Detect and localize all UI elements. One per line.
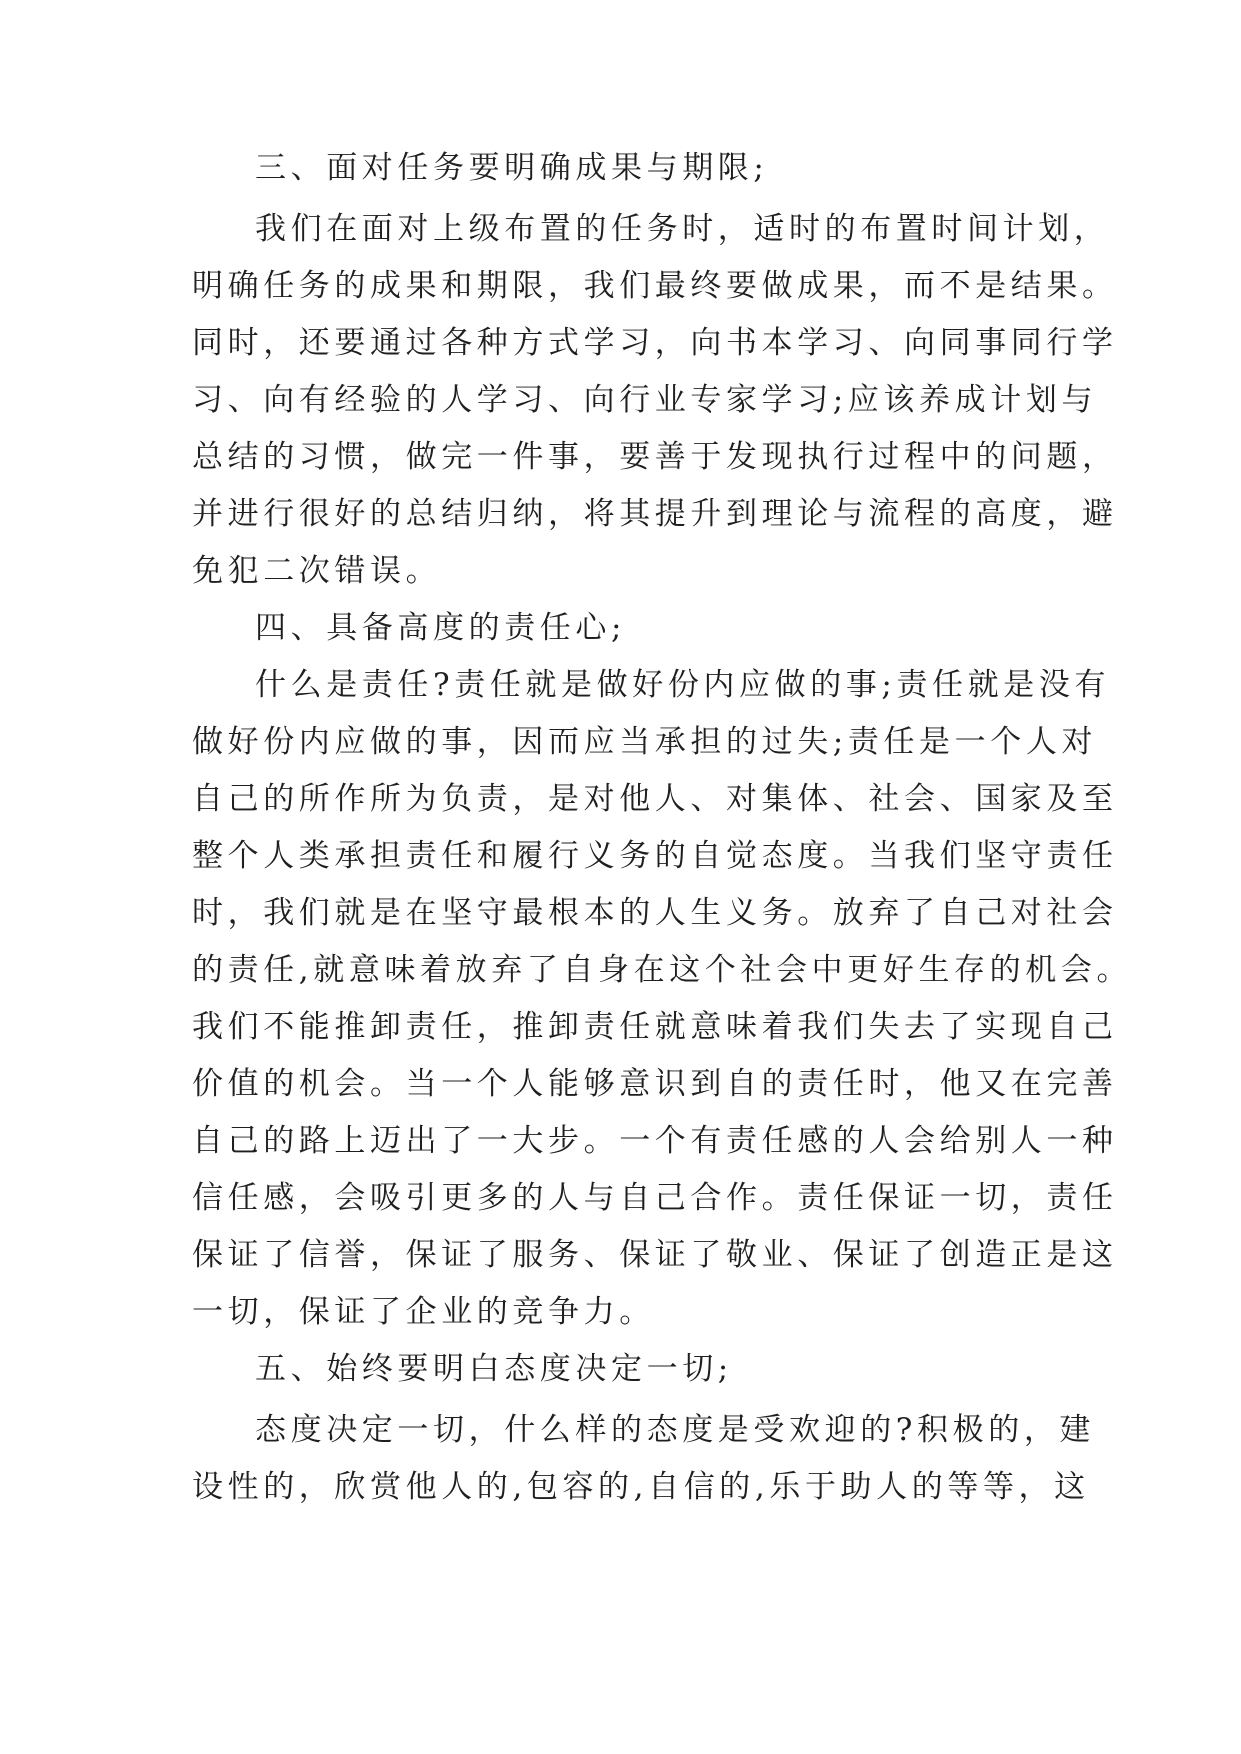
paragraph-line: 设性的，欣赏他人的,包容的,自信的,乐于助人的等等，这 <box>192 1469 1090 1505</box>
paragraph-line: 免犯二次错误。 <box>192 553 442 589</box>
section-heading-4: 四、具备高度的责任心; <box>255 610 627 646</box>
paragraph-line: 的责任,就意味着放弃了自身在这个社会中更好生存的机会。 <box>192 952 1133 988</box>
section-heading-3: 三、面对任务要明确成果与期限; <box>255 150 769 186</box>
paragraph-line: 态度决定一切，什么样的态度是受欢迎的?积极的，建 <box>255 1412 1096 1448</box>
paragraph-line: 一切，保证了企业的竞争力。 <box>192 1294 655 1330</box>
paragraph-line: 自己的路上迈出了一大步。一个有责任感的人会给别人一种 <box>192 1123 1118 1159</box>
paragraph-line: 自己的所作所为负责，是对他人、对集体、社会、国家及至 <box>192 781 1118 817</box>
paragraph-line: 价值的机会。当一个人能够意识到自的责任时，他又在完善 <box>192 1066 1118 1102</box>
paragraph-line: 明确任务的成果和期限，我们最终要做成果，而不是结果。 <box>192 268 1118 304</box>
section-heading-5: 五、始终要明白态度决定一切; <box>255 1351 733 1387</box>
paragraph-line: 同时，还要通过各种方式学习，向书本学习、向同事同行学 <box>192 325 1118 361</box>
paragraph-line: 并进行很好的总结归纳，将其提升到理论与流程的高度，避 <box>192 496 1118 532</box>
paragraph-line: 我们不能推卸责任，推卸责任就意味着我们失去了实现自己 <box>192 1009 1118 1045</box>
paragraph-line: 总结的习惯，做完一件事，要善于发现执行过程中的问题， <box>192 439 1118 475</box>
paragraph-line: 我们在面对上级布置的任务时，适时的布置时间计划， <box>255 211 1110 247</box>
paragraph-line: 时，我们就是在坚守最根本的人生义务。放弃了自己对社会 <box>192 895 1118 931</box>
paragraph-line: 做好份内应做的事，因而应当承担的过失;责任是一个人对 <box>192 724 1098 760</box>
paragraph-line: 习、向有经验的人学习、向行业专家学习;应该养成计划与 <box>192 382 1098 418</box>
paragraph-line: 整个人类承担责任和履行义务的自觉态度。当我们坚守责任 <box>192 838 1118 874</box>
paragraph-line: 什么是责任?责任就是做好份内应做的事;责任就是没有 <box>255 667 1111 703</box>
paragraph-line: 保证了信誉，保证了服务、保证了敬业、保证了创造正是这 <box>192 1237 1118 1273</box>
paragraph-line: 信任感，会吸引更多的人与自己合作。责任保证一切，责任 <box>192 1180 1118 1216</box>
